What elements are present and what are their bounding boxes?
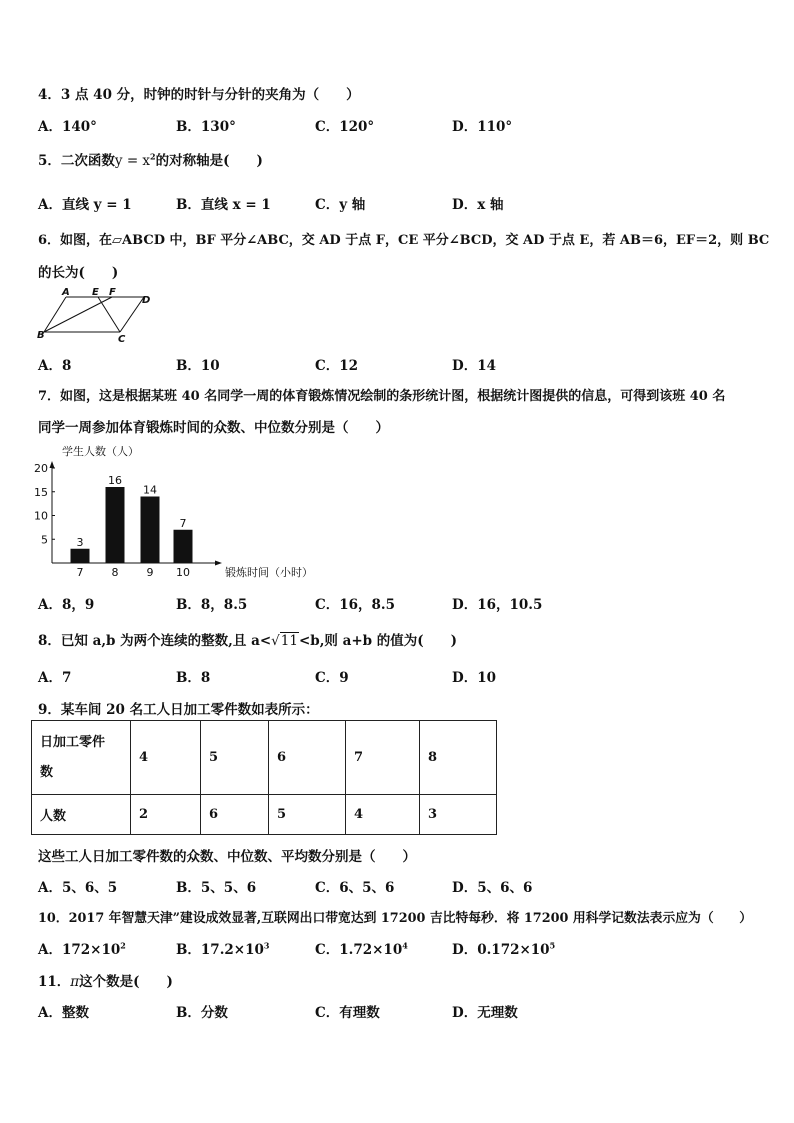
q10-option-c	[315, 938, 408, 958]
q6-option-b: B．10	[176, 358, 220, 374]
q9-option-a: A．5、6、5	[38, 880, 118, 896]
q10-option-a-exp: 2	[120, 940, 126, 951]
q9-question: 这些工人日加工零件数的众数、中位数、平均数分别是（ ）	[38, 849, 416, 865]
table-row-label	[32, 721, 131, 795]
q8-option-c: C．9	[315, 670, 349, 686]
bar	[71, 549, 90, 563]
q10-option-d-base: D．0.172×10	[452, 942, 550, 958]
q11-stem	[38, 970, 173, 990]
x-tick-label: 7	[76, 566, 84, 579]
q8-stem-pre: 8．已知 a,b 为两个连续的整数,且 a<	[38, 633, 272, 649]
table-cell: 4	[131, 721, 201, 795]
bar-value-label: 7	[179, 516, 187, 530]
y-tick-label: 20	[34, 462, 48, 475]
bar	[141, 497, 160, 564]
q10-stem: 10．2017 年智慧天津”建设成效显著,互联网出口带宽达到 17200 吉比特每秒．将 17200 用科学记数法表示应为（ ）	[38, 911, 753, 926]
q5-option-c: C．y 轴	[315, 197, 366, 213]
q7-stem-line1: 7．如图，这是根据某班 40 名同学一周的体育锻炼情况绘制的条形统计图，根据统计图提供的信息，可得到该班 40 名	[38, 389, 726, 404]
row1-label-line1: 日加工零件	[40, 734, 106, 750]
y-axis-arrow	[50, 461, 55, 468]
table-cell: 6	[269, 721, 346, 795]
q4-option-a: A．140°	[38, 119, 97, 135]
label-f: F	[109, 287, 116, 298]
q4-option-b: B．130°	[176, 119, 236, 135]
table-cell: 5	[269, 795, 346, 835]
q8-option-a: A．7	[38, 670, 72, 686]
q10-option-a	[38, 938, 126, 958]
q6-stem-line1: 6．如图，在▱ABCD 中，BF 平分∠ABC，交 AD 于点 F，CE 平分∠BCD，交 AD 于点 E，若 AB＝6，EF＝2，则 BC	[38, 233, 770, 248]
q7-option-b: B．8，8.5	[176, 597, 248, 613]
q7-option-a: A．8，9	[38, 597, 95, 613]
table-row	[32, 721, 497, 795]
q4-option-d: D．110°	[452, 119, 513, 135]
q6-stem-line2: 的长为( )	[38, 265, 119, 281]
q5-option-a: A．直线 y = 1	[38, 197, 132, 213]
q6-option-a: A．8	[38, 358, 72, 374]
q5-formula: y = x	[114, 153, 151, 169]
segment-ce	[98, 297, 120, 332]
chart-x-axis-label: 锻炼时间（小时）	[225, 566, 313, 579]
q6-option-d: D．14	[452, 358, 496, 374]
table-row-label: 人数	[32, 795, 131, 835]
q7-option-d: D．16，10.5	[452, 597, 543, 613]
q8-option-d: D．10	[452, 670, 496, 686]
q10-option-b	[176, 938, 269, 958]
x-tick-label: 8	[111, 566, 119, 579]
pi-symbol: π	[70, 974, 80, 990]
segment-dc	[120, 297, 144, 332]
table-cell: 4	[346, 795, 420, 835]
bar-value-label: 14	[143, 483, 157, 497]
table-cell: 5	[201, 721, 269, 795]
label-c: C	[118, 334, 126, 344]
table-cell: 2	[131, 795, 201, 835]
q9-stem: 9．某车间 20 名工人日加工零件数如表所示：	[38, 702, 319, 718]
q11-stem-pre: 11．	[38, 974, 71, 990]
q8-radicand: 11	[280, 633, 298, 649]
q11-stem-post: 这个数是( )	[79, 974, 173, 990]
q10-option-c-base: C．1.72×10	[315, 942, 403, 958]
label-b: B	[37, 330, 45, 341]
q5-option-d: D．x 轴	[452, 197, 504, 213]
label-d: D	[142, 295, 151, 306]
q10-option-d	[452, 938, 555, 958]
q4-option-c: C．120°	[315, 119, 375, 135]
table-row	[32, 795, 497, 835]
table-cell: 3	[420, 795, 497, 835]
bar-value-label: 3	[76, 535, 84, 549]
sqrt-symbol: √11	[271, 633, 298, 649]
q5-stem-pre: 5．二次函数	[38, 153, 115, 169]
row1-label-line2: 数	[40, 764, 54, 780]
table-cell: 6	[201, 795, 269, 835]
y-tick-label: 5	[41, 533, 48, 547]
q5-stem	[38, 149, 263, 169]
q6-option-c: C．12	[315, 358, 359, 374]
q5-option-b: B．直线 x = 1	[176, 197, 271, 213]
q9-table	[31, 720, 497, 835]
y-tick-label: 15	[34, 485, 48, 499]
q5-stem-post: 的对称轴是( )	[155, 153, 263, 169]
q11-option-d: D．无理数	[452, 1005, 518, 1021]
bar-value-label: 16	[108, 474, 122, 487]
table-cell: 8	[420, 721, 497, 795]
q11-option-c: C．有理数	[315, 1005, 380, 1021]
q8-option-b: B．8	[176, 670, 211, 686]
label-a: A	[62, 287, 70, 298]
q10-option-b-exp: 3	[263, 940, 270, 951]
label-e: E	[92, 287, 99, 298]
chart-y-axis-label: 学生人数（人）	[62, 445, 139, 458]
q10-option-c-exp: 4	[402, 940, 408, 951]
q10-option-a-base: A．172×10	[38, 942, 121, 958]
q5-exponent: 2	[150, 151, 156, 162]
x-tick-label: 10	[176, 566, 190, 579]
q7-option-c: C．16，8.5	[315, 597, 396, 613]
x-axis-arrow	[215, 561, 222, 566]
q6-parallelogram-figure	[36, 286, 156, 344]
q8-stem-post: <b,则 a+b 的值为( )	[298, 633, 458, 649]
q9-option-d: D．5、6、6	[452, 880, 533, 896]
q9-option-b: B．5、5、6	[176, 880, 257, 896]
q8-stem	[38, 629, 457, 649]
q7-stem-line2: 同学一周参加体育锻炼时间的众数、中位数分别是（ ）	[38, 420, 389, 436]
bar	[174, 530, 193, 563]
y-tick-label: 10	[34, 509, 48, 523]
q11-option-b: B．分数	[176, 1005, 228, 1021]
table-cell: 7	[346, 721, 420, 795]
q10-option-d-exp: 5	[549, 940, 556, 951]
bar	[106, 487, 125, 563]
q7-bar-chart	[30, 440, 320, 585]
q9-option-c: C．6、5、6	[315, 880, 395, 896]
x-tick-label: 9	[146, 566, 154, 579]
q11-option-a: A．整数	[38, 1005, 89, 1021]
q4-stem: 4．3 点 40 分，时钟的时针与分针的夹角为（ ）	[38, 87, 360, 103]
q10-option-b-base: B．17.2×10	[176, 942, 264, 958]
